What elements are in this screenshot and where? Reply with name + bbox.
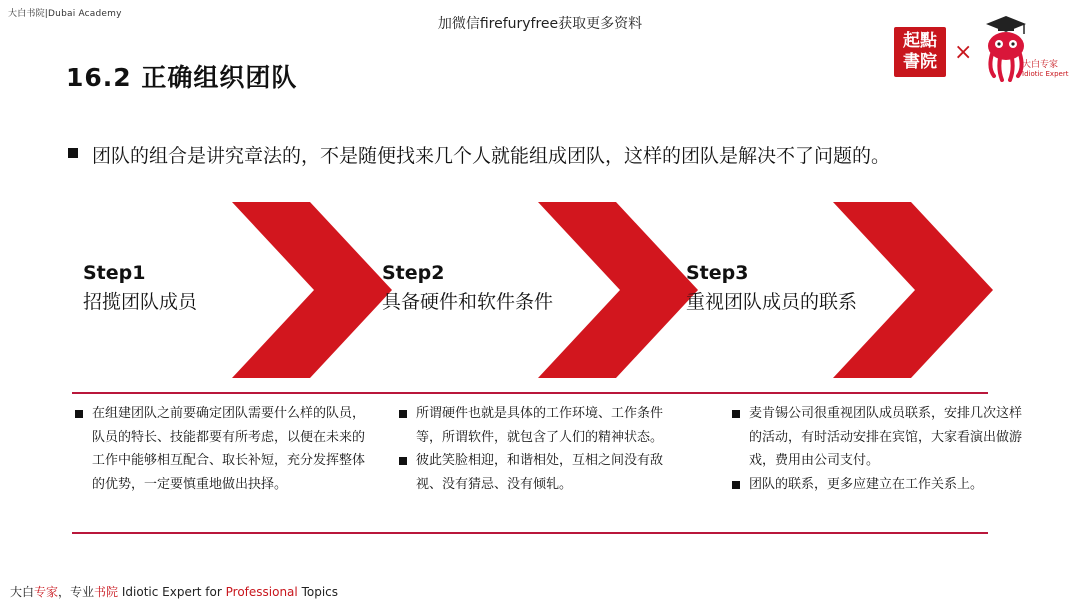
step3-subtitle: 重视团队成员的联系 xyxy=(686,291,858,313)
bullet-icon xyxy=(399,457,407,465)
academy-logo-line2: 書院 xyxy=(903,52,937,72)
bottom-divider xyxy=(72,532,988,534)
detail-item xyxy=(729,473,1025,497)
detail-text: 团队的联系，更多应建立在工作关系上。 xyxy=(749,476,984,492)
mascot-sublabel: Idiotic Expert xyxy=(1022,70,1069,78)
intro-text: 团队的组合是讲究章法的，不是随便找来几个人就能组成团队，这样的团队是解决不了问题的。 xyxy=(92,145,891,167)
footer-part: 专家 xyxy=(34,585,59,599)
detail-text: 彼此笑脸相迎，和谐相处，互相之间没有敌视、没有猜忌、没有倾轧。 xyxy=(416,453,664,492)
detail-text: 所谓硬件也就是具体的工作环境、工作条件等，所谓软件，就包含了人们的精神状态。 xyxy=(416,406,664,445)
footer-tagline xyxy=(10,583,338,600)
footer-part: ，专业 xyxy=(58,585,95,599)
detail-item xyxy=(396,449,686,496)
step1-details xyxy=(72,402,372,496)
footer-part: 大白 xyxy=(10,585,35,599)
mascot-label: 大白专家 xyxy=(1022,60,1059,70)
top-divider xyxy=(72,392,988,394)
bullet-icon xyxy=(732,410,740,418)
step1-subtitle: 招揽团队成员 xyxy=(83,291,198,313)
step2-details xyxy=(396,402,686,496)
footer-part: 书院 xyxy=(94,585,119,599)
detail-item xyxy=(729,402,1025,473)
intro-bullet xyxy=(68,148,78,158)
academy-logo xyxy=(894,27,946,77)
detail-item xyxy=(72,402,372,496)
chevron-right-icon xyxy=(538,202,698,378)
top-note: 加微信firefuryfree获取更多资料 xyxy=(437,16,643,32)
step1-title: Step1 xyxy=(83,262,146,284)
bullet-icon xyxy=(75,410,83,418)
brand-label: 大白书院|Dubai Academy xyxy=(8,9,122,19)
step3-title: Step3 xyxy=(686,262,749,284)
step2-subtitle: 具备硬件和软件条件 xyxy=(382,291,554,313)
detail-text: 在组建团队之前要确定团队需要什么样的队员，队员的特长、技能都要有所考虑，以便在未来的工作中能够相互配合、取长补短，充分发挥整体的优势，一定要慎重地做出抉择。 xyxy=(92,406,366,492)
bullet-icon xyxy=(399,410,407,418)
step3-details xyxy=(729,402,1025,496)
bullet-icon xyxy=(732,481,740,489)
step2-title: Step2 xyxy=(382,262,445,284)
detail-text: 麦肯锡公司很重视团队成员联系，安排几次这样的活动，有时活动安排在宾馆，大家看演出做游戏，费用由公司支付。 xyxy=(749,406,1023,468)
detail-item xyxy=(396,402,686,449)
footer-part: Topics xyxy=(297,585,338,599)
logo-cross: × xyxy=(954,40,973,65)
academy-logo-line1: 起點 xyxy=(903,31,937,51)
footer-part: Professional xyxy=(225,585,298,599)
chevron-right-icon xyxy=(232,202,392,378)
page-title: 16.2 正确组织团队 xyxy=(66,63,298,92)
footer-part: Idiotic Expert for xyxy=(118,585,226,599)
